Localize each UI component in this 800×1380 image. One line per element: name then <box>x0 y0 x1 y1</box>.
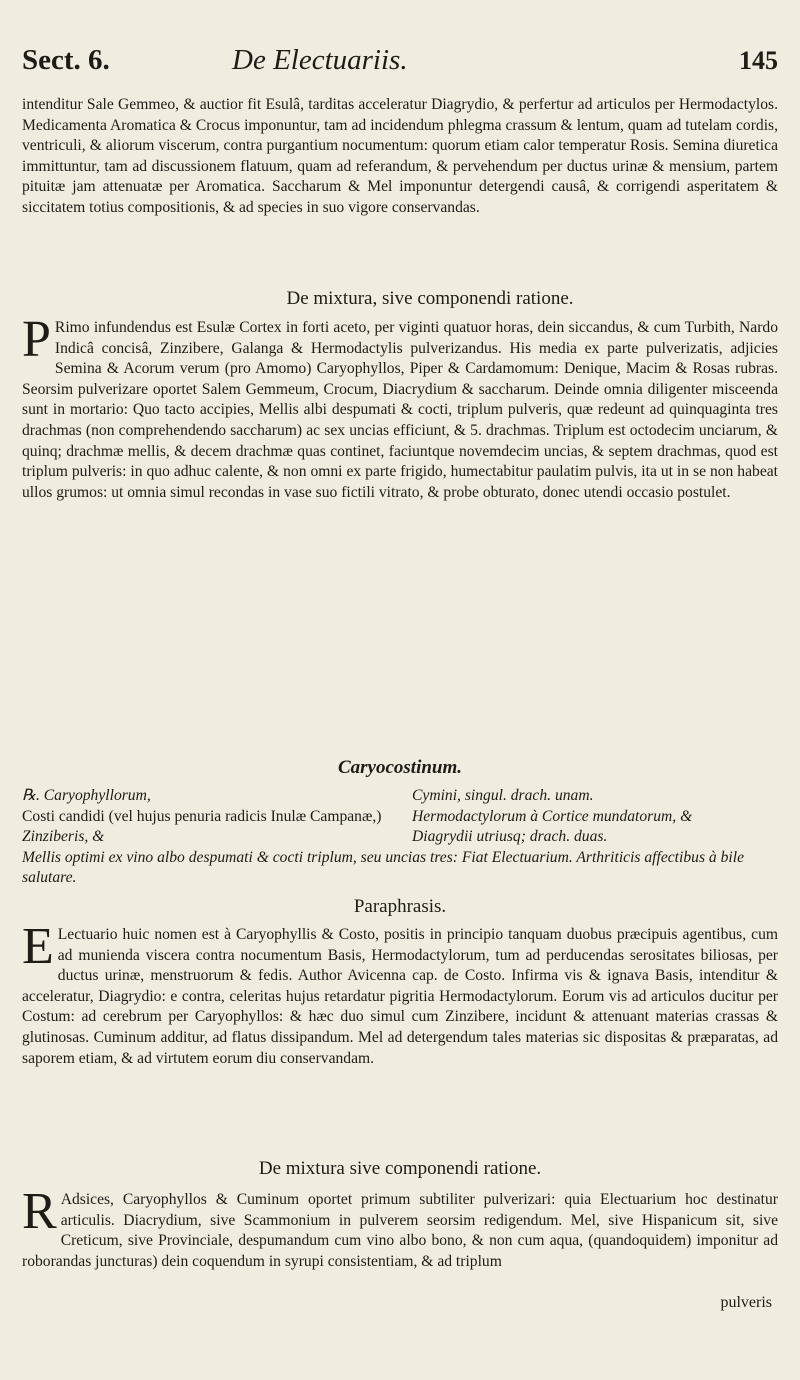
recipe-row <box>22 786 778 807</box>
paragraph-mixture-2 <box>22 1183 778 1272</box>
paragraph-mixture-text: Rimo infundendus est Esulæ Cortex in forti aceto, per viginti quatuor horas, dein siccandus, & cum Turbith, Nardo Indicâ concisâ, Zinzibere, Galanga & Hermodactylis pulverizandus. His media ex parte pulverizatis, adjicies Semina & Acorum verum (pro Amomo) Caryophyllos, Piper & Cardamomum: Denique, Macim & Rosas rubras. Seorsim pulverizare oportet Salem Gemmeum, Crocum, Diacrydium & saccharum. Deinde omnia diligenter misceenda sunt in mortario: Quo tacto accipies, Mellis albi despumati & cocti, triplum pulveris, quæ redeunt ad quinquaginta tres drachmas (non comprehendendo saccharum) ac sex uncias efficiunt, & 5. drachmas. Triplum est octodecim unciarum, & quinq; drachmæ mellis, & decem drachmæ quas continet, faciuntque novemdecim uncias, & septem drachmas, quod est triplum pulveris: in quo adhuc calente, & non omni ex parte frigido, humectabitur paulatim pulvis, ita ut in se non habeat ullos grumos: ut omnia simul recondas in vase suo fictili vitrato, & probe obturato, donec utendi occasio postulet. <box>22 319 778 501</box>
drop-cap: E <box>22 918 54 975</box>
paragraph-mixture-2-text: Adsices, Caryophyllos & Cuminum oportet primum subtiliter pulverizari: quia Electuarium hoc destinatur articulis. Diacrydium, sive Scammonium in pulverem seorsim redigendum. Mel, sive Hispanicum sit, sive Creticum, sive Provinciale, despumandum cum vino albo bono, & non cum aqua, (quandoquidem) imponitur ad roborandas juncturas) dein coquendum in syrupi consistentiam, & ad triplum <box>22 1191 778 1270</box>
heading-mixture: De mixtura, sive componendi ratione. <box>286 288 574 309</box>
paragraph-mixture <box>22 311 778 503</box>
running-title: De Electuariis. <box>232 44 408 76</box>
recipe-ingredient: Zinziberis, & <box>22 828 105 846</box>
paragraph-intro: intenditur Sale Gemmeo, & auctior fit Esulâ, tarditas acceleratur Diagrydio, & perfertur ad articulos per Hermodactylos. Medicamenta Aromatica & Crocus imponuntur, tam ad incidendum phlegma crassum & lentum, quam ad tutelam cordis, ventriculi, & aliorum viscerum, contra purgantium nocumentum: quorum etiam calor temperatur Rosis. Semina diuretica immittuntur, tam ad discussionem flatuum, quam ad referandum, & pervehendum per ductus urinæ & mensium, partem pituitæ jam attenuatæ per Aromatica. Saccharum & Mel imponuntur detergendi causâ, & corrigendi asperitatem & siccitatem totius compositionis, & ad species in suo vigore conservandas. <box>22 96 778 216</box>
heading-mixture-2: De mixtura sive componendi ratione. <box>258 1158 542 1179</box>
recipe-ingredient: Costi candidi (vel hujus penuria radicis Inulæ Campanæ,) <box>22 807 382 825</box>
catchword: pulveris <box>720 1294 772 1311</box>
running-header <box>22 44 778 84</box>
recipe-ingredient: Hermodactylorum à Cortice mundatorum, & <box>412 807 693 825</box>
recipe-row <box>22 807 778 828</box>
recipe-closing: Mellis optimi ex vino albo despumati & cocti triplum, seu uncias tres: Fiat Electuarium. Arthriticis affectibus à bile salutare. <box>22 848 744 887</box>
recipe-row <box>22 827 778 848</box>
heading-paraphrasis: Paraphrasis. <box>353 896 447 917</box>
drop-cap: R <box>22 1183 57 1240</box>
recipe-ingredient: Diagrydii utriusq; drach. duas. <box>412 828 608 846</box>
section-label: Sect. 6. <box>22 44 110 76</box>
recipe-block <box>22 786 778 889</box>
paragraph-paraphrasis-text: Lectuario huic nomen est à Caryophyllis & Costo, positis in principio tanquam duobus præcipuis agentibus, cum ad munienda viscera contra nocumentum Basis, Hermodactylorum, tum ad perducendas serositates biliosas, per ductus urinæ, menstruorum & fedis. Author Avicenna cap. de Costo. Infirma vis & ignava Basis, intenditur & acceleratur, Diagrydio: e contra, celeritas hujus retardatur pigritia Hermodactylorum. Eorum vis ad articulos ducitur per Costum: ad cerebrum per Caryophyllos: & hæc duo simul cum Zinzibere, incidunt & attenuant materias crassas & glutinosas. Cuminum additur, ad flatus dissipandum. Mel ad detergendum tales materias sic dispositas & præparatas, ad saporem etiam, & ad virtutem eorum diu conservandam. <box>22 926 778 1067</box>
recipe-ingredient: Cymini, singul. drach. unam. <box>412 787 594 804</box>
recipe-ingredient: ℞. Caryophyllorum, <box>22 787 151 804</box>
paragraph-paraphrasis <box>22 918 778 1069</box>
page-number: 145 <box>739 46 778 75</box>
heading-caryocostinum: Caryocostinum. <box>337 757 463 778</box>
drop-cap: P <box>22 311 51 368</box>
